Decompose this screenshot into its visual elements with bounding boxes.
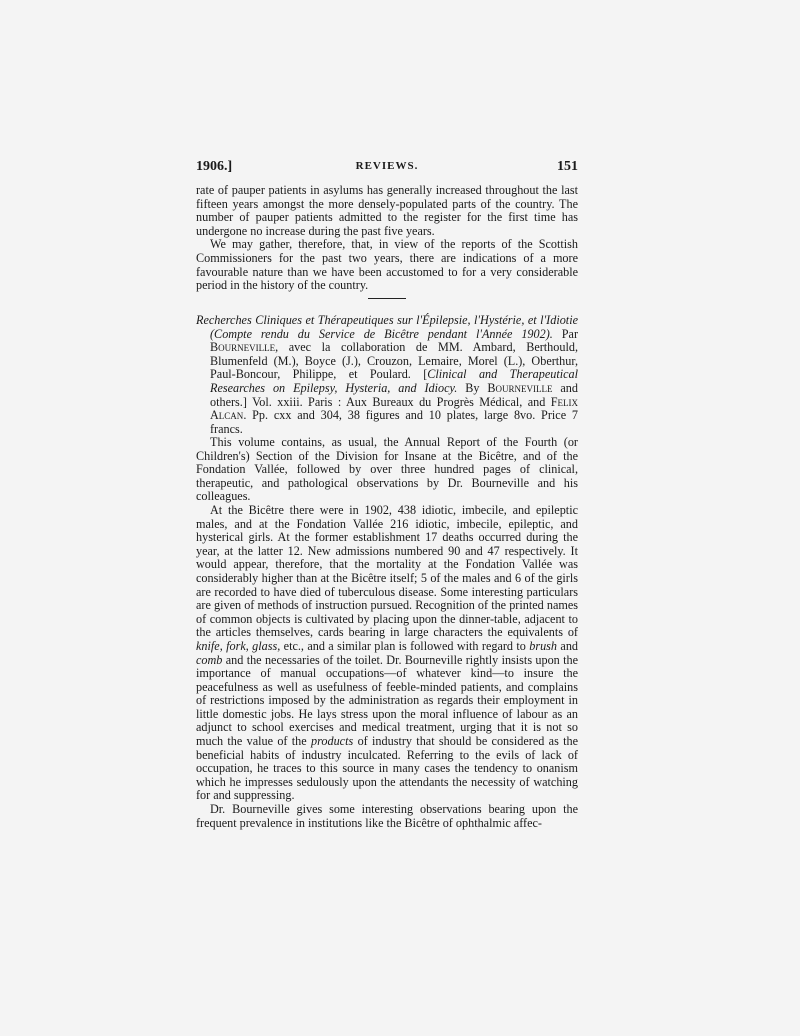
header-year: 1906.] [196, 159, 233, 174]
body-paragraph-2-part-a: At the Bicêtre there were in 1902, 438 idiotic, imbecile, and epileptic males, and at the Fondation Vallée 216 idiotic, imbecile, epileptic, and hysterical girls. At the former establishment 17 deaths occurred during the year, at the latter 12. New admissions numbered 90 and 47 respectively. It would appear, therefore, that the mortality at the Fondation Vallée was considerably higher than at the Bicêtre itself; 5 of the males and 6 of the girls are recorded to have died of tuberculous disease. Some interesting particulars are given of methods of instruction pursued. Recognition of the printed names of common objects is cultivated by placing upon the dinner-table, adjacent to the articles themselves, cards bearing in large characters the equivalents of [196, 502, 578, 640]
header-section: REVIEWS. [355, 160, 419, 172]
body-paragraph-2-part-b: , etc., and a similar plan is followed with regard to [277, 638, 526, 653]
citation-french-title: Recherches Cliniques et Thérapeutiques sur l'Épilepsie, l'Hystérie, et l'Idiotie (Compte rendu du Service de Bicêtre pendant l'Année 1902). [196, 313, 578, 341]
body-paragraph-2-part-c: and the necessaries of the toilet. Dr. Bourneville rightly insists upon the importance of manual occupations—of whatever kind—to insure the peacefulness as well as usefulness of feeble-minded patients, and complains of restrictions imposed by the administration as regards their employment in little domestic jobs. He lays stress upon the moral influence of labour as an adjunct to school exercises and medical treatment, urging that it is not so much the value of the [196, 652, 579, 749]
citation-volume: and others.] Vol. xxiii. Paris : Aux Bureaux du Progrès Médical, and [210, 380, 578, 409]
italic-comb: comb [196, 652, 223, 667]
citation-author: Bourneville [210, 340, 276, 355]
citation-by: Par [561, 326, 579, 341]
review-body [196, 436, 578, 830]
italic-knife: knife [196, 638, 220, 653]
citation-details: . Pp. cxx and 304, 38 figures and 10 plates, large 8vo. Price 7 francs. [210, 408, 578, 436]
body-paragraph-3: Dr. Bourneville gives some interesting observations bearing upon the frequent prevalence in institutions like the Bicêtre of ophthalmic affec- [196, 802, 578, 830]
intro-paragraph-1: rate of pauper patients in asylums has generally increased throughout the last fifteen years amongst the more densely-populated parts of the country. The number of pauper patients admitted to the register for the first time has undergone no increase during the past five years. [196, 183, 578, 238]
citation-author-en: Bourneville [487, 380, 553, 395]
italic-fork: fork [226, 638, 246, 653]
body-paragraph-2: At the Bicêtre there were in 1902, 438 idiotic, imbecile, and epileptic males, and at the Fondation Vallée 216 idiotic, imbecile, epileptic, and hysterical girls. At the former establishment 17 deaths occurred during the year, at the latter 12. New admissions numbered 90 and 47 respectively. It would appear, therefore, that the mortality at the Fondation Vallée was considerably higher than at the Bicêtre itself; 5 of the males and 6 of the girls are recorded to have died of tuberculous disease. Some interesting particulars are given of methods of instruction pursued. Recognition of the printed names of common objects is cultivated by placing upon the dinner-table, adjacent to the articles themselves, cards bearing in large characters the equivalents of knife, fork, glass, etc., and a similar plan is followed with regard to brush and comb and the necessaries of the toilet. Dr. Bourneville rightly insists upon the importance of manual occupations—of whatever kind—to insure the peacefulness as well as usefulness of feeble-minded patients, and complains of restrictions imposed by the administration as regards their employment in little domestic jobs. He lays stress upon the moral influence of labour as an adjunct to school exercises and medical treatment, urging that it is not so much the value of the products of industry that should be considered as the beneficial habits of industry inculcated. Referring to the evils of lack of occupation, he traces to this source in many cases the tendency to onanism which he impresses sedulously upon the attendants the necessity of watching for and suppressing. [196, 502, 579, 803]
page-number: 151 [557, 159, 578, 174]
body-paragraph-1: This volume contains, as usual, the Annual Report of the Fourth (or Children's) Section of the Division for Insane at the Bicêtre, and of the Fondation Vallée, followed by over three hundred pages of clinical, therapeutic, and pathological observations by Dr. Bourneville and his colleagues. [196, 435, 578, 504]
citation-english-title: Clinical and Therapeutical Researches on Epilepsy, Hysteria, and Idiocy. [210, 367, 578, 395]
intro-text [196, 184, 578, 293]
section-divider [368, 298, 406, 299]
intro-paragraph-2: We may gather, therefore, that, in view of the reports of the Scottish Commissioners for the past two years, there are indications of a more favourable nature than we have been accustomed to for a very considerable period in the history of the country. [196, 237, 578, 293]
word-and: and [560, 638, 579, 653]
running-header [196, 159, 578, 177]
body-paragraph-2-part-d: of industry that should be considered as the beneficial habits of industry inculcated. Referring to the evils of lack of occupation, he traces to this source in many cases the tendency to onanism which he impresses sedulously upon the attendants the necessity of watching for and suppressing. [196, 734, 579, 803]
citation-collaborators: , avec la collaboration de MM. Ambard, Berthould, Blumenfeld (M.), Boyce (J.), Crouzon, Lemaire, Morel (L.), Oberthur, Paul-Boncour, Philippe, et Poulard. [ [210, 340, 578, 382]
citation-publisher: Felix Alcan [210, 394, 579, 423]
citation [196, 314, 578, 436]
citation-by-en: By [457, 380, 480, 395]
italic-glass: glass [252, 638, 278, 653]
italic-products: products [311, 734, 354, 749]
italic-brush: brush [529, 638, 558, 653]
citation-block [196, 314, 578, 436]
